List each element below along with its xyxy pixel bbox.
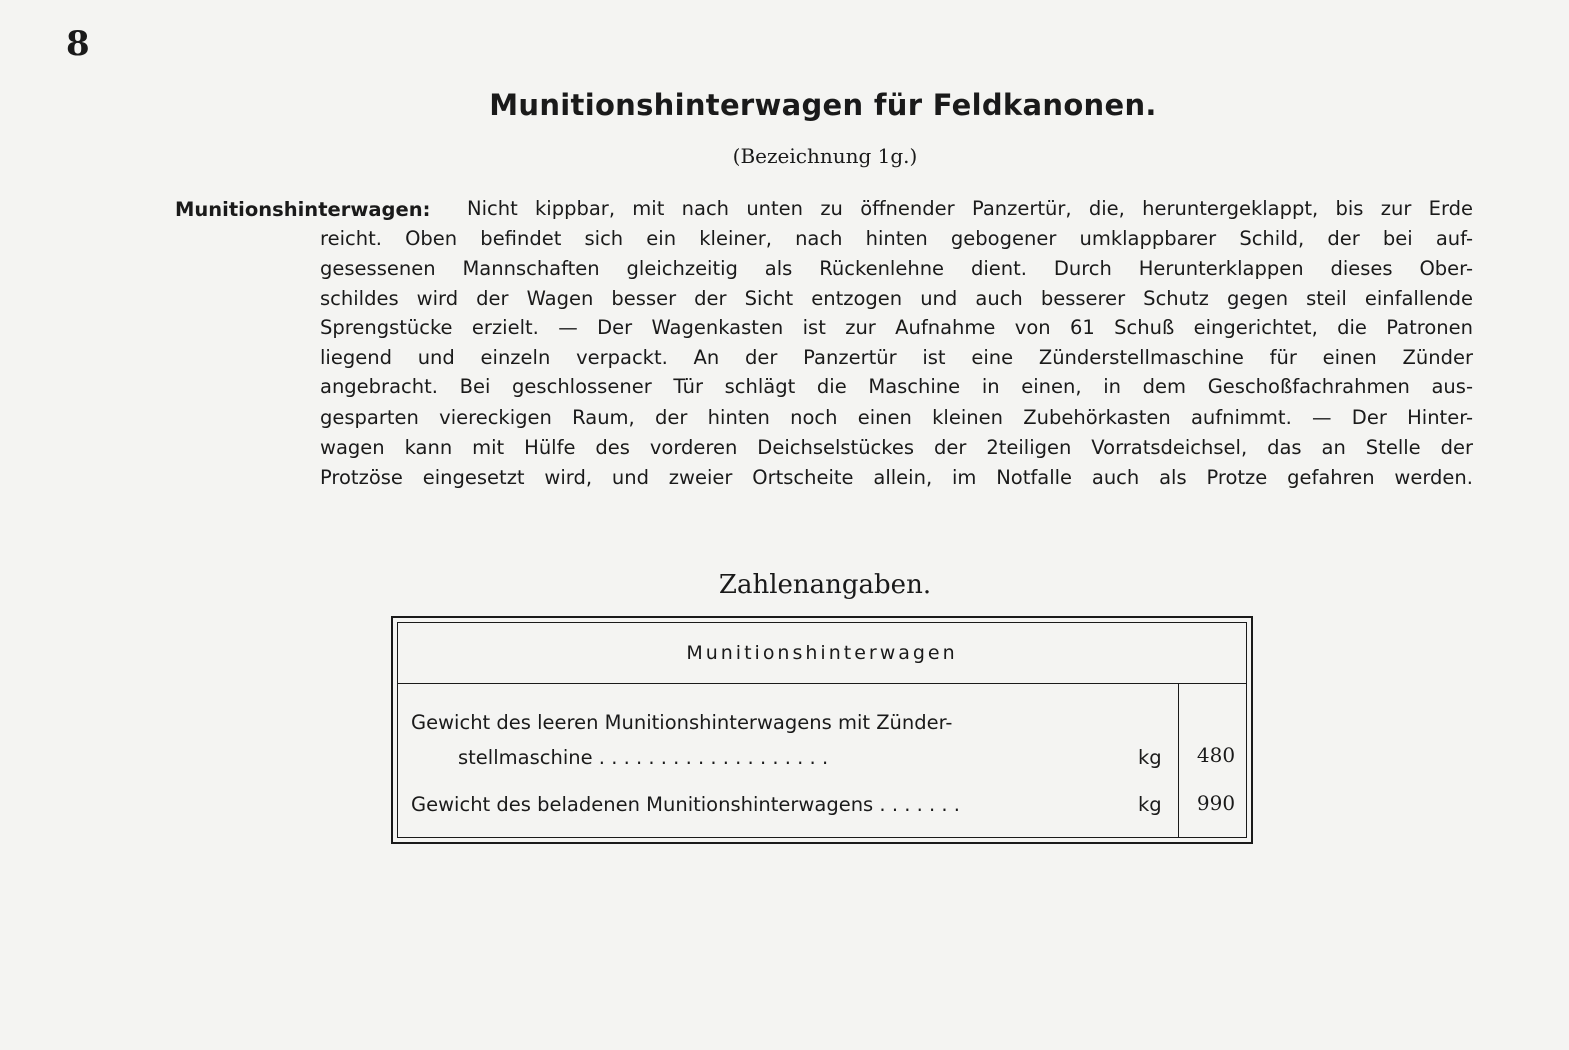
paragraph-line: Sprengstücke erzielt. — Der Wagenkasten ist zur Aufnahme von 61 Schuß eingerichtet, die Patronen (320, 316, 1473, 339)
table-row-unit: kg (1138, 746, 1162, 769)
paragraph-line: Protzöse eingesetzt wird, und zweier Ortscheite allein, im Notfalle auch als Protze gefahren werden. (320, 466, 1473, 489)
data-table-inner-frame (397, 622, 1247, 838)
page-subtitle: (Bezeichnung 1g.) (732, 144, 918, 168)
paragraph-line: angebracht. Bei geschlossener Tür schlägt die Maschine in einen, in dem Geschoßfachrahmen aus- (320, 375, 1473, 398)
paragraph-line: gesessenen Mannschaften gleichzeitig als Rückenlehne dient. Durch Herunterklappen dieses Ober- (320, 257, 1473, 280)
table-row-label: stellmaschine . . . . . . . . . . . . . . . . . . . (458, 746, 829, 769)
paragraph-line: liegend und einzeln verpackt. An der Panzertür ist eine Zünderstellmaschine für einen Zünder (320, 346, 1473, 369)
table-row-label: Gewicht des leeren Munitionshinterwagens mit Zünder- (411, 711, 953, 734)
page-number: 8 (66, 24, 90, 64)
table-row-label: Gewicht des beladenen Munitionshinterwagens . . . . . . . (411, 793, 960, 816)
paragraph-line: reicht. Oben befindet sich ein kleiner, nach hinten gebogener umklappbarer Schild, der bei auf- (320, 227, 1473, 250)
paragraph-line: wagen kann mit Hülfe des vorderen Deichselstückes der 2teiligen Vorratsdeichsel, das an Stelle der (320, 436, 1473, 459)
paragraph-lead: Munitionshinterwagen: (175, 198, 431, 221)
column-divider (1178, 684, 1179, 837)
paragraph-line: gesparten viereckigen Raum, der hinten noch einen kleinen Zubehörkasten aufnimmt. — Der Hinter- (320, 406, 1473, 429)
table-row-value: 480 (1196, 743, 1236, 767)
section-heading: Zahlenangaben. (718, 570, 932, 600)
table-header: Munitionshinterwagen (398, 623, 1246, 684)
page-title: Munitionshinterwagen für Feldkanonen. (489, 88, 1157, 122)
table-row-value: 990 (1196, 791, 1236, 815)
table-row-unit: kg (1138, 793, 1162, 816)
data-table (391, 616, 1253, 844)
paragraph-line: schildes wird der Wagen besser der Sicht entzogen und auch besserer Schutz gegen steil einfallende (320, 287, 1473, 310)
paragraph-line: Nicht kippbar, mit nach unten zu öffnender Panzertür, die, heruntergeklappt, bis zur Erde (467, 197, 1473, 220)
